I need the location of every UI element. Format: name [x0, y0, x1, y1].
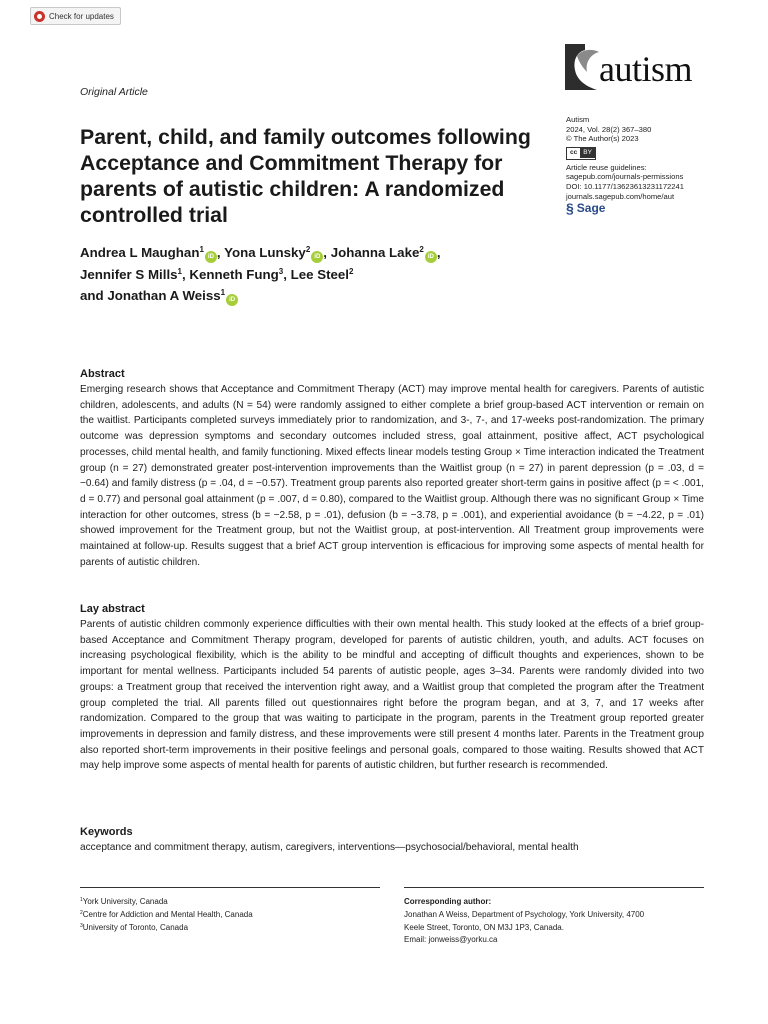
author-item[interactable]: and Jonathan A Weiss$^1$iD: [80, 288, 238, 303]
keywords-text: acceptance and commitment therapy, autism, caregivers, interventions—psychosocial/behavioral, mental health: [80, 842, 579, 853]
journal-name: autism: [599, 49, 692, 89]
corresponding-line: Keele Street, Toronto, ON M3J 1P3, Canada.: [404, 922, 564, 932]
abstract-heading: Abstract: [80, 368, 125, 380]
author-item[interactable]: Yona Lunsky$^2$iD ,: [224, 245, 331, 260]
affiliation-item: $^2$Centre for Addiction and Mental Health, Canada: [80, 909, 253, 919]
update-icon: [34, 11, 45, 22]
check-for-updates-label: Check for updates: [49, 11, 114, 21]
article-title: Parent, child, and family outcomes following Acceptance and Commitment Therapy for parents of autistic children: A randomized controlled trial: [80, 125, 531, 227]
orcid-icon[interactable]: iD: [226, 294, 238, 306]
permissions-link[interactable]: sagepub.com/journals-permissions: [566, 172, 684, 182]
license-badge[interactable]: [566, 147, 596, 160]
author-list: [80, 242, 560, 307]
article-type: Original Article: [80, 86, 148, 98]
footnote-divider: [80, 887, 380, 888]
author-item[interactable]: Johanna Lake$^2$iD ,: [331, 245, 441, 260]
author-item[interactable]: Jennifer S Mills$^1$,: [80, 266, 190, 282]
corresponding-line: Jonathan A Weiss, Department of Psychology, York University, 4700: [404, 909, 645, 919]
publisher-logo: [566, 200, 726, 217]
orcid-icon[interactable]: iD: [205, 251, 217, 263]
by-icon: BY: [580, 148, 595, 158]
journal-homepage-link[interactable]: journals.sagepub.com/home/aut: [566, 191, 675, 201]
abstract-section: [80, 367, 704, 570]
corresponding-heading: Corresponding author:: [404, 897, 492, 906]
corresponding-email[interactable]: Email: jonweiss@yorku.ca: [404, 935, 498, 945]
journal-emblem-icon: [563, 42, 603, 92]
orcid-icon[interactable]: iD: [311, 251, 323, 263]
orcid-icon[interactable]: iD: [425, 251, 437, 263]
article-meta: [566, 115, 726, 217]
sage-icon: §: [566, 200, 574, 217]
author-item[interactable]: Kenneth Fung$^3$,: [189, 266, 291, 282]
abstract-text: Emerging research shows that Acceptance and Commitment Therapy (ACT) may improve mental health for caregivers. Parents of autistic children, adolescents, and adults (N = 54) were randomly assigned to either complete a brief group-based ACT intervention or remain on the waitlist. Participants completed surveys immediately prior to randomization, and 3-, 7-, and 17-weeks post-randomization. The primary outcome was depression symptoms and secondary outcomes included stress, goal attainment, positive affect, ACT psychological processes, child mental health, and family functioning. Mixed effects linear models testing Group × Time interaction indicated the Treatment group (n = 27) demonstrated greater post-intervention improvements than the Waitlist group (n = 27) in parent depression (p = .03, d = −0.64) and family distress (p = .04, d = −0.57). Treatment group parents also reported greater short-term gains in positive affect (p = < .001, d = 0.77) and personal goal attainment (p = .007, d = 0.80), compared to the Waitlist group. Although there was no significant Group × Time interaction for other outcomes, stress (b = −2.58, p = .01), defusion (b = −3.78, p = .001), and experiential avoidance (b = −4.22, p = .01) showed improvement for the Treatment group, but not the Waitlist group, at post-intervention. All Treatment group improvements were maintained at follow-up. Results suggest that a brief ACT group intervention is efficacious for improving some aspects of mental health for parents of autistic children.: [80, 384, 704, 568]
keywords-heading: Keywords: [80, 826, 133, 838]
journal-label: Autism: [566, 115, 590, 124]
affiliation-item: $^1$York University, Canada: [80, 897, 168, 906]
author-item[interactable]: Lee Steel$^2$: [290, 266, 354, 282]
lay-abstract-text: Parents of autistic children commonly experience difficulties with their own mental health. This study looked at the effects of a brief group-based Acceptance and Commitment Therapy program, developed for parents of autistic children, youth, and adults. ACT focuses on increasing psychological flexibility, which is the ability to be mindful and accepting of difficult thoughts and experiences, shown to be important for mental wellness. Participants included 54 parents of autistic people, ages 3–34. Parents were randomly divided into two groups: a Treatment group that received the intervention right away, and a Waitlist group that completed the program after the Treatment group completed the trial. All parents filled out questionnaires right before the program began, and at 3, 7, and 17 weeks after randomization. Compared to the group that was waiting to participate in the program, parents in the Treatment group reported greater improvements in depression and family distress, and these improvements were still present 4 months later. Parents in the Treatment group also reported short-term improvements in their positive feelings and personal goals, compared to those waiting. Results showed that ACT may help improve some aspects of mental health for parents of autistic children, but further research is recommended.: [80, 619, 704, 772]
doi-link[interactable]: DOI: 10.1177/13623613231172241: [566, 181, 684, 191]
corresponding-author: [404, 896, 704, 947]
check-for-updates-badge[interactable]: [30, 7, 121, 25]
copyright: © The Author(s) 2023: [566, 134, 639, 144]
volume-line: 2024, Vol. 28(2) 367–380: [566, 124, 652, 134]
journal-logo: [563, 42, 713, 102]
reuse-label: Article reuse guidelines:: [566, 162, 647, 172]
cc-icon: cc: [567, 148, 580, 158]
lay-abstract-heading: Lay abstract: [80, 603, 145, 615]
publisher-name: Sage: [576, 201, 606, 216]
author-item[interactable]: Andrea L Maughan$^1$iD ,: [80, 245, 224, 260]
keywords-section: [80, 825, 704, 856]
affiliation-item: $^3$University of Toronto, Canada: [80, 922, 189, 932]
affiliations: [80, 896, 253, 934]
footnote-divider: [404, 887, 704, 888]
lay-abstract-section: [80, 602, 704, 774]
